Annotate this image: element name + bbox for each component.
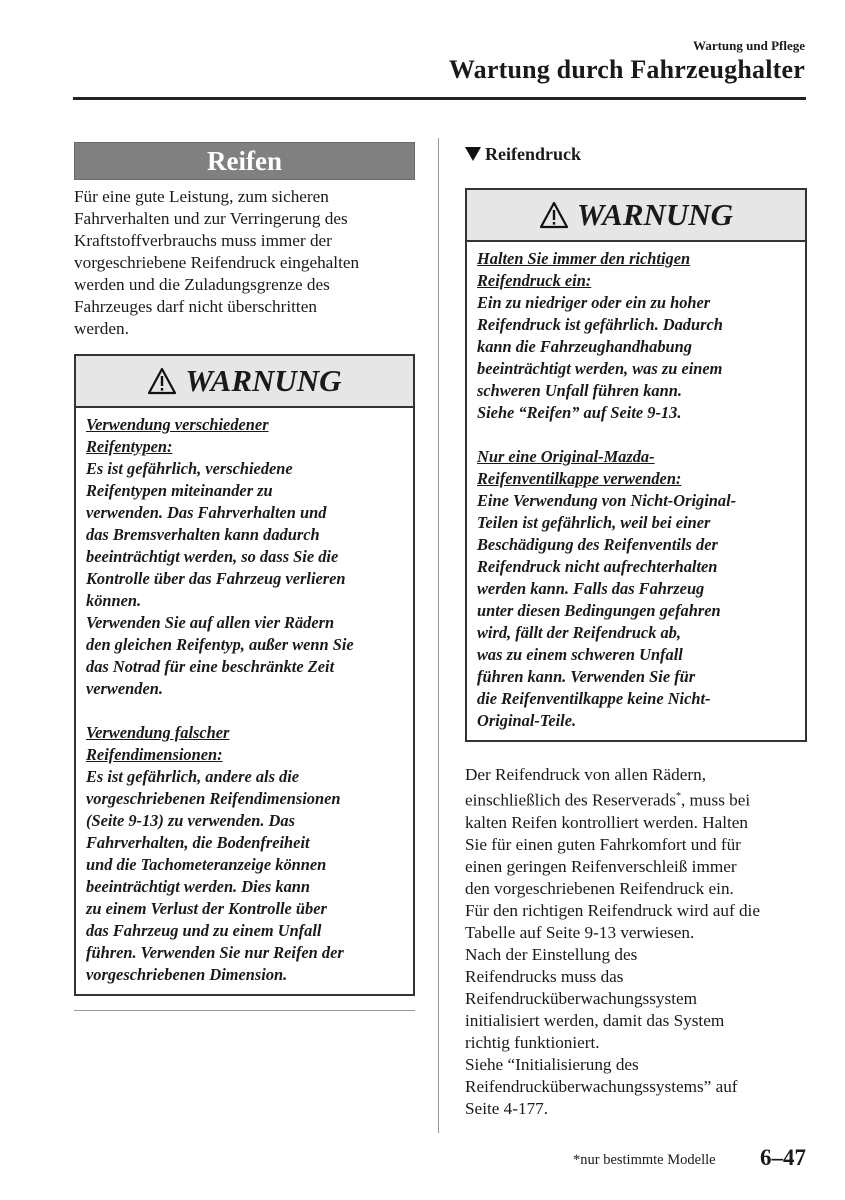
right-column — [465, 142, 807, 1120]
warning-line: vorgeschriebenen Dimension. — [86, 965, 288, 984]
body-line: Der Reifendruck von allen Rädern, — [465, 765, 707, 784]
warning-subheading: Reifentypen: — [86, 437, 173, 456]
warning-subheading: Halten Sie immer den richtigen — [477, 249, 691, 268]
warning-line: Siehe “Reifen” auf Seite 9-13. — [477, 403, 682, 422]
warning-line: Eine Verwendung von Nicht-Original- — [477, 491, 737, 510]
warning-line: schweren Unfall führen kann. — [477, 381, 682, 400]
warning-line: Ein zu niedriger oder ein zu hoher — [477, 293, 711, 312]
warning-line: die Reifenventilkappe keine Nicht- — [477, 689, 711, 708]
warning-line: werden kann. Falls das Fahrzeug — [477, 579, 705, 598]
body-line: Reifendrucküberwachungssystem — [465, 988, 697, 1008]
warning-line: beeinträchtigt werden, so dass Sie die — [86, 547, 339, 566]
warning-triangle-icon — [539, 201, 569, 229]
section-title-bar: Reifen — [74, 142, 415, 180]
header-rule — [73, 97, 806, 100]
warning-line: Teilen ist gefährlich, weil bei einer — [477, 513, 711, 532]
page-title: Wartung durch Fahrzeughalter — [448, 55, 805, 84]
warning-box-tire-pressure — [465, 188, 807, 742]
warning-line: (Seite 9-13) zu verwenden. Das — [86, 811, 295, 830]
triangle-down-icon — [465, 147, 481, 161]
warning-line: wird, fällt der Reifendruck ab, — [477, 623, 681, 642]
intro-line: Für eine gute Leistung, zum sicheren — [74, 187, 329, 206]
warning-line: Verwenden Sie auf allen vier Rädern — [86, 613, 335, 632]
body-line: den vorgeschriebenen Reifendruck ein. — [465, 878, 734, 898]
warning-line: das Bremsverhalten kann dadurch — [86, 525, 320, 544]
body-line: Seite 4-177. — [465, 1098, 549, 1118]
subsection-title: Reifendruck — [485, 144, 581, 164]
warning-line: und die Tachometeranzeige können — [86, 855, 327, 874]
warning-line: Kontrolle über das Fahrzeug verlieren — [86, 569, 346, 588]
intro-line: Fahrzeuges darf nicht überschritten — [74, 297, 317, 316]
left-column-end-rule — [74, 1010, 415, 1011]
warning-body — [76, 408, 413, 994]
body-line: kalten Reifen kontrolliert werden. Halten — [465, 812, 749, 832]
warning-line: was zu einem schweren Unfall — [477, 645, 683, 664]
warning-line: verwenden. Das Fahrverhalten und — [86, 503, 327, 522]
warning-triangle-icon — [147, 367, 177, 395]
warning-subheading: Verwendung falscher — [86, 723, 230, 742]
running-header-section: Wartung und Pflege — [693, 38, 805, 53]
warning-subheading: Reifenventilkappe verwenden: — [477, 469, 682, 488]
warning-line: Es ist gefährlich, verschiedene — [86, 459, 293, 478]
body-line: einschließlich des Reserverads*, muss bei — [465, 790, 751, 810]
intro-paragraph — [74, 186, 415, 340]
warning-line: unter diesen Bedingungen gefahren — [477, 601, 721, 620]
warning-line: Reifendruck ist gefährlich. Dadurch — [477, 315, 723, 334]
intro-line: Kraftstoffverbrauchs muss immer der — [74, 231, 332, 250]
pressure-paragraph — [465, 764, 807, 1120]
body-line: Reifendrucks muss das — [465, 966, 624, 986]
warning-box-tire-types — [74, 354, 415, 996]
intro-line: vorgeschriebene Reifendruck eingehalten — [74, 253, 360, 272]
warning-body — [467, 242, 805, 740]
warning-header — [467, 190, 805, 242]
warning-line: Reifendruck nicht aufrechterhalten — [477, 557, 718, 576]
warning-line: verwenden. — [86, 679, 163, 698]
warning-subheading: Verwendung verschiedener — [86, 415, 269, 434]
warning-line: das Notrad für eine beschränkte Zeit — [86, 657, 335, 676]
warning-line: kann die Fahrzeughandhabung — [477, 337, 692, 356]
warning-line: das Fahrzeug und zu einem Unfall — [86, 921, 322, 940]
warning-line: können. — [86, 591, 142, 610]
warning-subheading: Reifendruck ein: — [477, 271, 592, 290]
warning-line: Original-Teile. — [477, 711, 577, 730]
warning-line: zu einem Verlust der Kontrolle über — [86, 899, 327, 918]
page-number: 6–47 — [760, 1145, 806, 1170]
body-line: Tabelle auf Seite 9-13 verwiesen. — [465, 922, 695, 942]
column-divider — [438, 138, 439, 1133]
warning-line: Fahrverhalten, die Bodenfreiheit — [86, 833, 310, 852]
warning-subheading: Reifendimensionen: — [86, 745, 223, 764]
warning-line: Reifentypen miteinander zu — [86, 481, 273, 500]
warning-line: beeinträchtigt werden, was zu einem — [477, 359, 723, 378]
warning-line: führen. Verwenden Sie nur Reifen der — [86, 943, 344, 962]
body-line: Siehe “Initialisierung des — [465, 1054, 639, 1074]
body-line: Reifendrucküberwachungssystems” auf — [465, 1076, 738, 1096]
body-line: Sie für einen guten Fahrkomfort und für — [465, 834, 741, 854]
warning-header — [76, 356, 413, 408]
intro-line: Fahrverhalten und zur Verringerung des — [74, 209, 348, 228]
warning-title: WARNUNG — [185, 363, 342, 398]
body-line: Für den richtigen Reifendruck wird auf die — [465, 900, 760, 920]
warning-line: beeinträchtigt werden. Dies kann — [86, 877, 311, 896]
warning-title: WARNUNG — [576, 197, 734, 232]
body-line: richtig funktioniert. — [465, 1032, 600, 1052]
footnote: *nur bestimmte Modelle — [573, 1152, 716, 1168]
body-line: einen geringen Reifenverschleiß immer — [465, 856, 737, 876]
body-line: Nach der Einstellung des — [465, 944, 638, 964]
intro-line: werden. — [74, 319, 129, 338]
body-line: initialisiert werden, damit das System — [465, 1010, 725, 1030]
warning-line: Beschädigung des Reifenventils der — [477, 535, 718, 554]
warning-line: vorgeschriebenen Reifendimensionen — [86, 789, 341, 808]
intro-line: werden und die Zuladungsgrenze des — [74, 275, 330, 294]
warning-subheading: Nur eine Original-Mazda- — [477, 447, 655, 466]
warning-line: Es ist gefährlich, andere als die — [86, 767, 300, 786]
warning-line: den gleichen Reifentyp, außer wenn Sie — [86, 635, 354, 654]
warning-line: führen kann. Verwenden Sie für — [477, 667, 696, 686]
left-column — [74, 142, 415, 996]
subsection-heading — [465, 142, 807, 166]
